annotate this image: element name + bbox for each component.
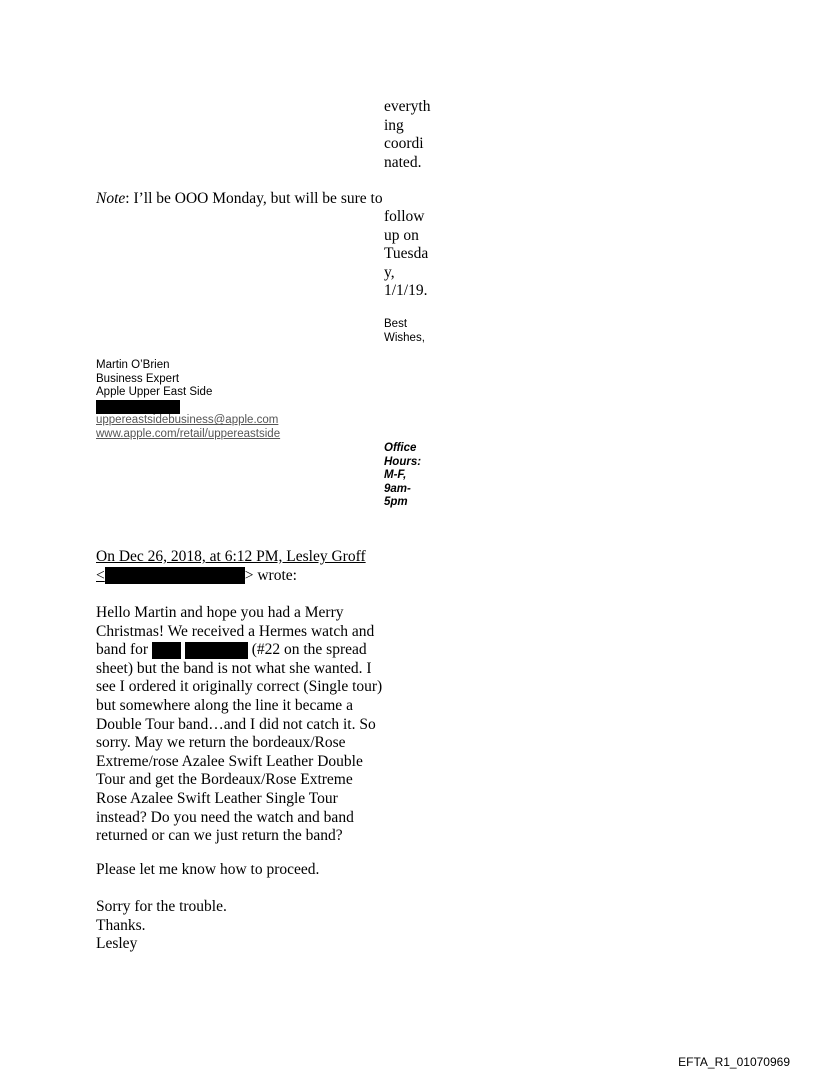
document-id: EFTA_R1_01070969 bbox=[678, 1055, 790, 1069]
body-line: Double Tour band…and I did not catch it. So bbox=[96, 715, 376, 733]
quoted-body bbox=[96, 604, 382, 846]
office-hours bbox=[384, 442, 421, 510]
note-text: : I’ll be OOO Monday, but will be sure to bbox=[125, 190, 383, 207]
sign-off bbox=[96, 898, 227, 954]
sorry-line: Sorry for the trouble. bbox=[96, 898, 227, 915]
closing bbox=[384, 318, 425, 345]
body-line: see I ordered it originally correct (Single tour) bbox=[96, 678, 383, 696]
fragment-line: ing bbox=[384, 116, 404, 134]
note-line bbox=[96, 190, 383, 209]
sender-signature: Lesley bbox=[96, 935, 138, 953]
closing-line: Best bbox=[384, 318, 408, 330]
quoted-header-sender: < > wrote: bbox=[96, 566, 297, 584]
quoted-header-line: On Dec 26, 2018, at 6:12 PM, Lesley Groff bbox=[96, 548, 366, 565]
office-hours-line: Hours: bbox=[384, 455, 422, 468]
note-wrap bbox=[384, 208, 444, 301]
office-hours-line: M-F, bbox=[384, 469, 407, 482]
signature-store: Apple Upper East Side bbox=[96, 386, 213, 399]
body-line: returned or can we just return the band? bbox=[96, 827, 343, 845]
wrapped-text-fragment bbox=[384, 98, 444, 172]
body-line: Christmas! We received a Hermes watch and bbox=[96, 622, 375, 640]
email-link[interactable]: uppereastsidebusiness@apple.com bbox=[96, 414, 279, 427]
redaction-email bbox=[105, 567, 245, 584]
fragment-line: everyth bbox=[384, 98, 431, 115]
body-line: sorry. May we return the bordeaux/Rose bbox=[96, 734, 346, 752]
body-line: band for (#22 on the spread bbox=[96, 641, 367, 659]
redaction-phone bbox=[96, 400, 280, 415]
body-line: sheet) but the band is not what she wanted. I bbox=[96, 659, 372, 677]
fragment-line: coordi bbox=[384, 135, 424, 153]
signature-name: Martin O’Brien bbox=[96, 359, 170, 371]
body-line: Tour and get the Bordeaux/Rose Extreme bbox=[96, 771, 353, 789]
note-wrap-line: 1/1/19. bbox=[384, 282, 428, 300]
quoted-header bbox=[96, 548, 366, 585]
office-hours-line: 9am- bbox=[384, 482, 411, 495]
closing-line: Wishes, bbox=[384, 331, 425, 344]
body-line: Hello Martin and hope you had a Merry bbox=[96, 604, 344, 621]
thanks-line: Thanks. bbox=[96, 916, 146, 934]
note-wrap-line: up on bbox=[384, 226, 419, 244]
note-label: Note bbox=[96, 190, 126, 207]
fragment-line: nated. bbox=[384, 153, 422, 171]
note-wrap-line: Tuesda bbox=[384, 245, 429, 263]
signature-block bbox=[96, 359, 280, 442]
office-hours-line: Office bbox=[384, 442, 417, 454]
body-line: Rose Azalee Swift Leather Single Tour bbox=[96, 789, 338, 807]
office-hours-line: 5pm bbox=[384, 496, 408, 509]
note-wrap-line: y, bbox=[384, 263, 395, 281]
redaction-name-last bbox=[185, 642, 248, 659]
body-line: instead? Do you need the watch and band bbox=[96, 808, 354, 826]
redaction-name-first bbox=[152, 642, 181, 659]
website-link[interactable]: www.apple.com/retail/uppereastside bbox=[96, 428, 281, 440]
signature-title: Business Expert bbox=[96, 372, 180, 385]
body-line: Extreme/rose Azalee Swift Leather Double bbox=[96, 752, 363, 770]
note-wrap-line: follow bbox=[384, 208, 425, 225]
body-line: but somewhere along the line it became a bbox=[96, 696, 353, 714]
proceed-line: Please let me know how to proceed. bbox=[96, 861, 320, 878]
